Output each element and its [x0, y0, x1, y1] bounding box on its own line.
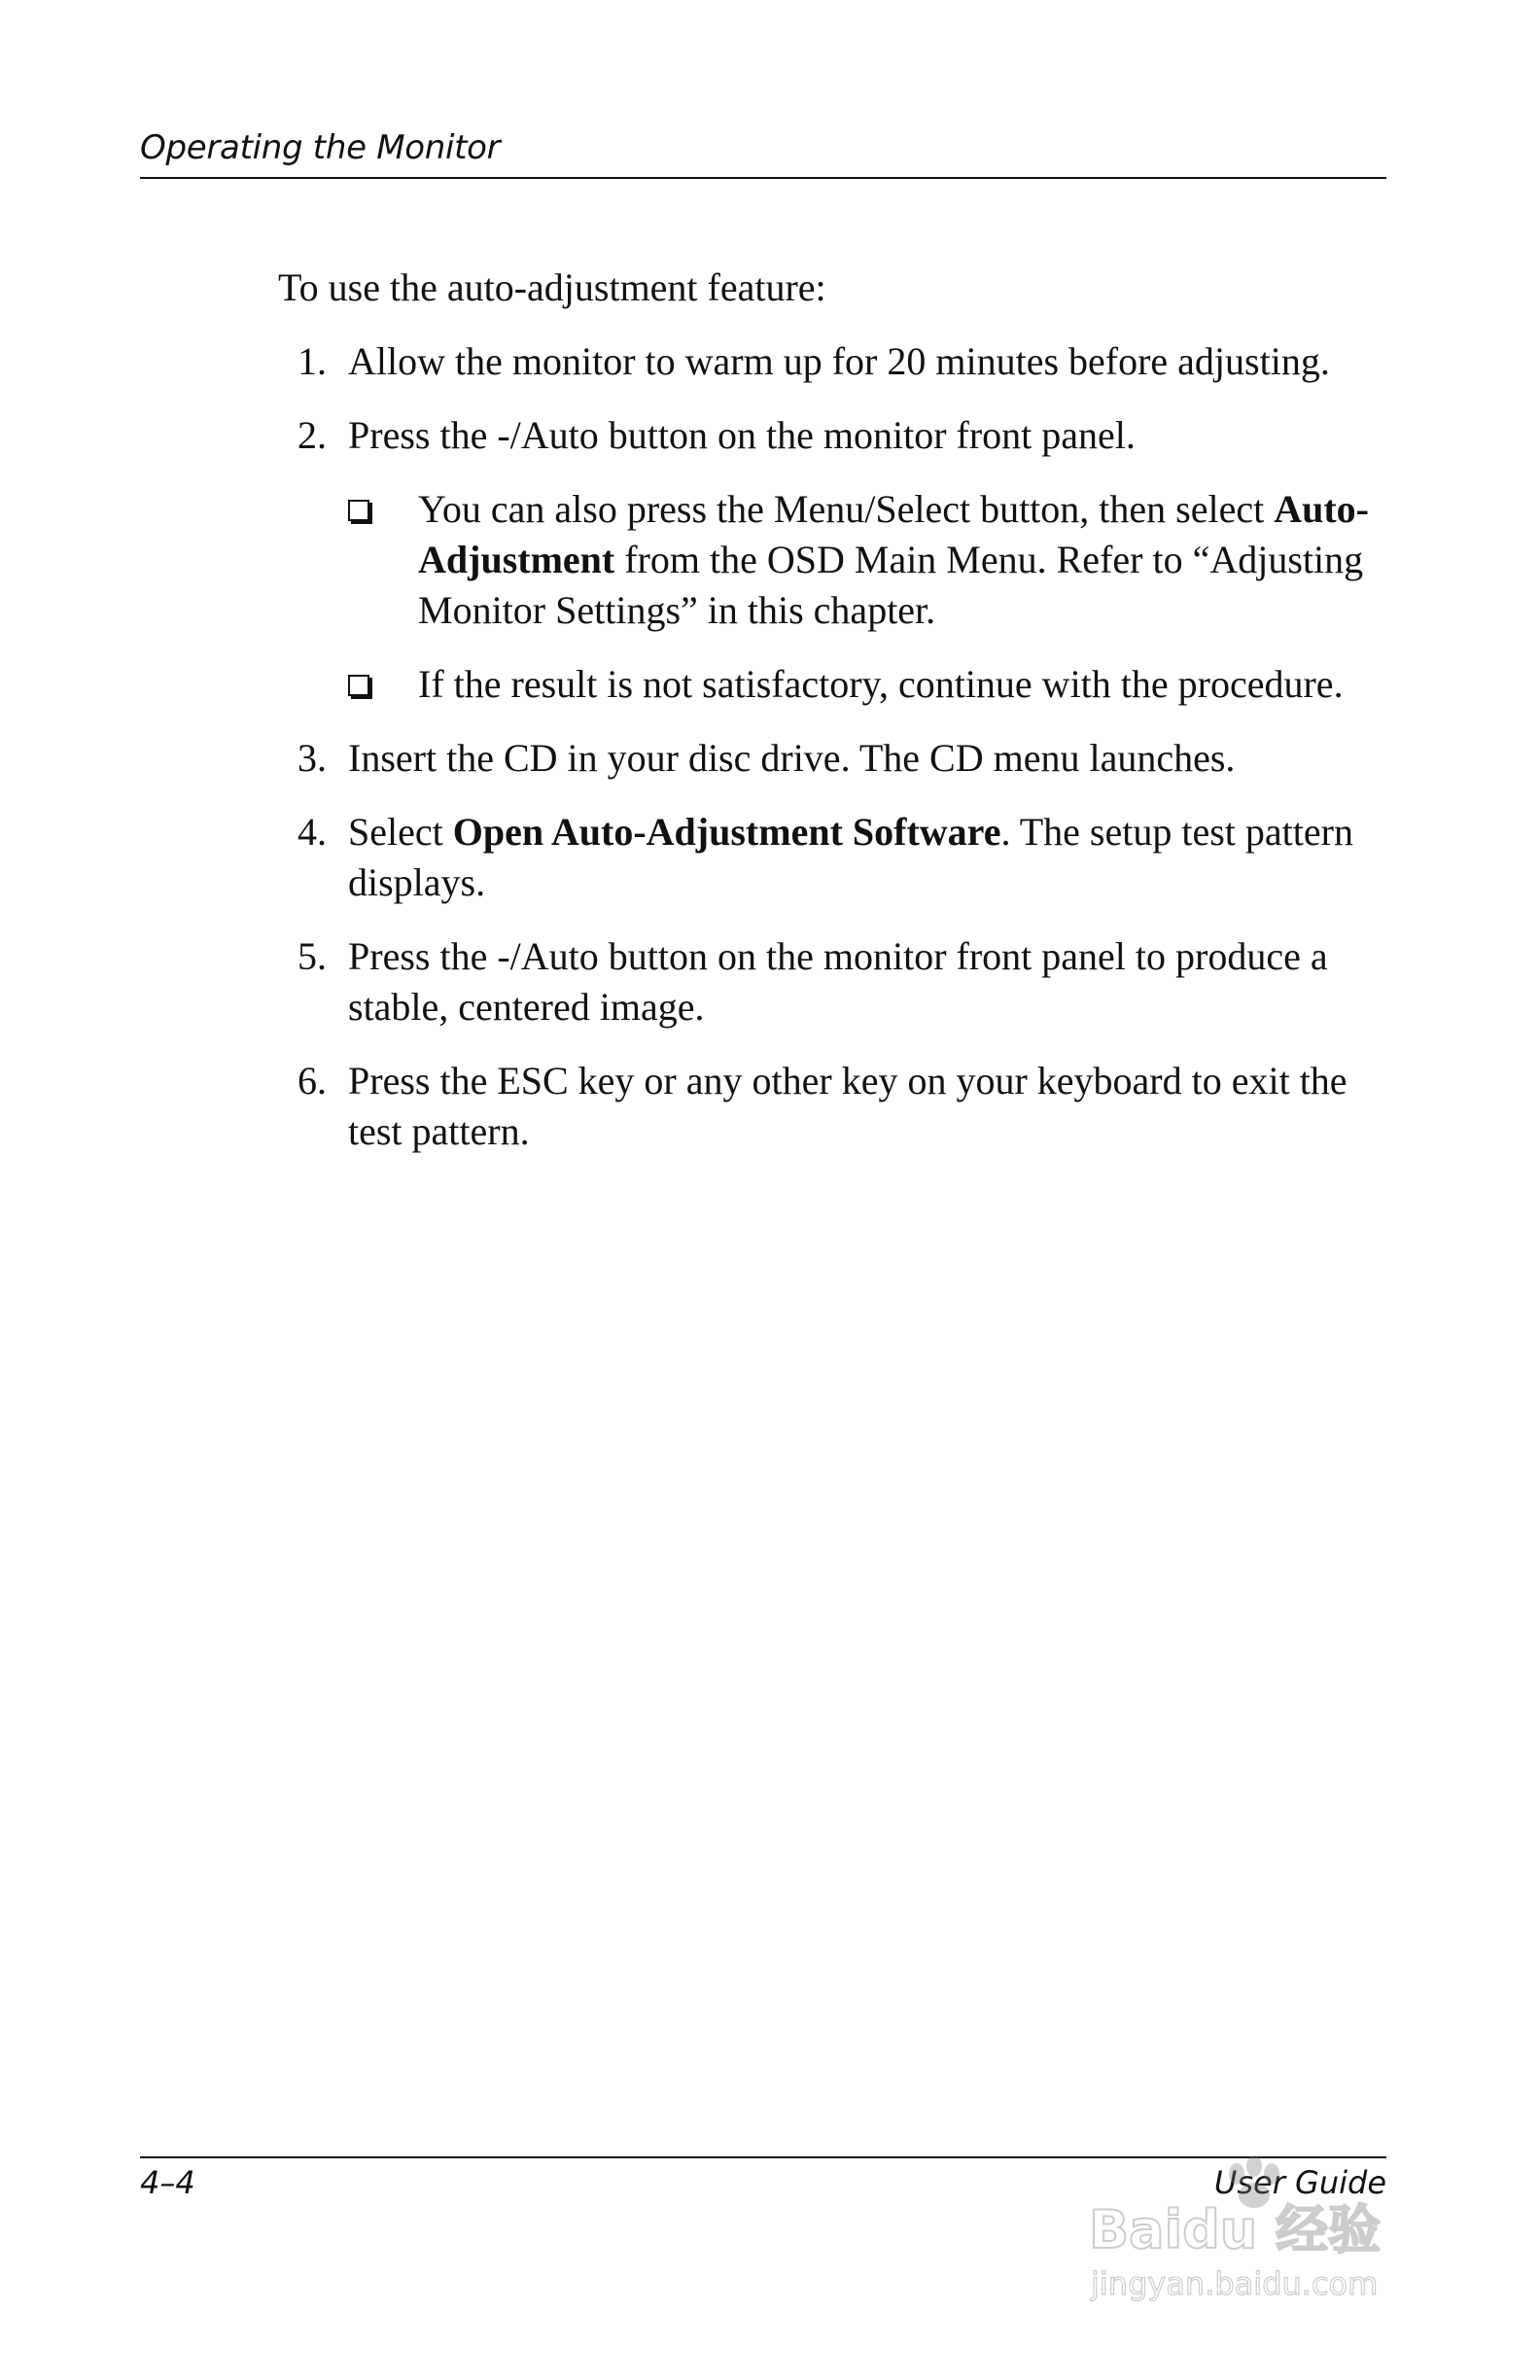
- watermark-brand-text: Baidu 经验: [1089, 2199, 1382, 2260]
- steps-list: [278, 336, 1406, 1157]
- step-number: 3.: [298, 736, 327, 780]
- step-number: 2.: [298, 413, 327, 457]
- step-item: [278, 1056, 1406, 1157]
- sub-bullet-list: [348, 484, 1406, 710]
- bullet-text-post: from the OSD Main Menu. Refer to “Adjusting Monitor Settings” in this chapter.: [418, 538, 1364, 632]
- bullet-text: If the result is not satisfactory, continue with the procedure.: [418, 662, 1344, 706]
- page-content: [278, 262, 1406, 1180]
- step-item: [278, 336, 1406, 387]
- sub-bullet-item: [348, 484, 1406, 636]
- step-text-pre: Select: [348, 810, 453, 854]
- page-number: 4–4: [140, 2164, 195, 2201]
- step-text: Press the ESC key or any other key on your keyboard to exit the test pattern.: [348, 1059, 1348, 1153]
- step-number: 4.: [298, 810, 327, 854]
- step-item: [278, 410, 1406, 710]
- footer-doc-title: User Guide: [1213, 2164, 1386, 2201]
- step-text-post: . The setup test pattern displays.: [348, 810, 1353, 904]
- bullet-text-pre: You can also press the Menu/Select button, then select: [418, 487, 1275, 531]
- step-number: 6.: [298, 1059, 327, 1102]
- step-item: [278, 807, 1406, 908]
- step-number: 5.: [298, 934, 327, 978]
- step-item: [278, 931, 1406, 1032]
- watermark-url-text: jingyan.baidu.com: [1091, 2265, 1379, 2302]
- bullet-text-bold: Auto-Adjustment: [418, 487, 1369, 581]
- intro-text: To use the auto-adjustment feature:: [278, 265, 826, 309]
- step-number: 1.: [298, 339, 327, 383]
- baidu-watermark-logo: [1087, 2139, 1437, 2314]
- step-text: Press the -/Auto button on the monitor front panel.: [348, 413, 1136, 457]
- step-item: [278, 733, 1406, 784]
- checkbox-bullet-icon: [348, 675, 369, 696]
- running-header: Operating the Monitor: [140, 128, 501, 167]
- checkbox-bullet-icon: [348, 500, 369, 521]
- step-text-bold: Open Auto-Adjustment Software: [452, 810, 1001, 854]
- header-rule: [140, 177, 1386, 179]
- step-text: Press the -/Auto button on the monitor front panel to produce a stable, centered image.: [348, 934, 1328, 1029]
- step-text: Insert the CD in your disc drive. The CD menu launches.: [348, 736, 1236, 780]
- step-text: Allow the monitor to warm up for 20 minutes before adjusting.: [348, 339, 1330, 383]
- sub-bullet-item: [348, 659, 1406, 710]
